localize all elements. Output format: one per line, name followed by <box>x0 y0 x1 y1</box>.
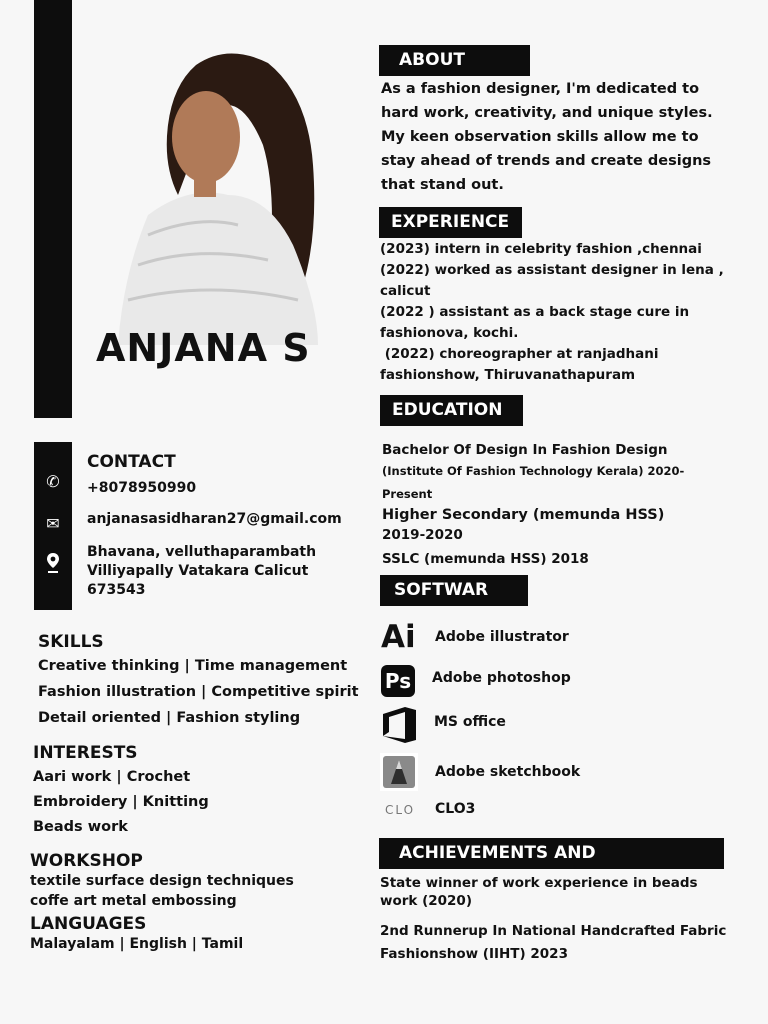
achievements-heading: ACHIEVEMENTS AND <box>379 838 724 869</box>
about-text <box>381 77 713 197</box>
skills-list <box>38 653 359 731</box>
software-label: Adobe photoshop <box>432 670 571 686</box>
experience-line: (2022) choreographer at ranjadhani <box>380 346 659 362</box>
profile-photo <box>118 45 336 345</box>
illustrator-icon: Ai <box>381 619 416 655</box>
software-label: CLO3 <box>435 801 476 817</box>
languages-text: Malayalam | English | Tamil <box>30 936 244 952</box>
phone-number[interactable]: +8078950990 <box>87 480 197 496</box>
about-line: hard work, creativity, and unique styles. <box>381 105 713 121</box>
left-accent-bar <box>34 0 72 418</box>
education-institute: (Institute Of Fashion Technology Kerala) 2020- <box>382 464 685 478</box>
phone-icon: ✆ <box>46 472 60 491</box>
experience-line: calicut <box>380 283 431 299</box>
about-heading: ABOUT <box>379 45 530 76</box>
experience-heading: EXPERIENCE <box>379 207 522 238</box>
experience-line: (2023) intern in celebrity fashion ,chennai <box>380 241 702 257</box>
software-label: Adobe illustrator <box>435 629 569 645</box>
achievements-list <box>380 874 726 966</box>
profile-name: ANJANA S <box>96 326 311 370</box>
experience-line: (2022) worked as assistant designer in lena , <box>380 262 724 278</box>
education-heading: EDUCATION <box>380 395 523 426</box>
workshop-line: coffe art metal embossing <box>30 893 237 909</box>
experience-line: fashionshow, Thiruvanathapuram <box>380 367 636 383</box>
about-line: As a fashion designer, I'm dedicated to <box>381 81 700 97</box>
software-label: MS office <box>434 714 506 730</box>
achievement-line: State winner of work experience in beads <box>380 875 698 891</box>
education-present: Present <box>382 487 433 501</box>
workshop-list <box>30 871 294 911</box>
education-degree: Bachelor Of Design In Fashion Design <box>382 442 668 458</box>
achievement-line: 2nd Runnerup In National Handcrafted Fabric <box>380 923 727 939</box>
skills-heading: SKILLS <box>38 632 104 652</box>
address-line: 673543 <box>87 582 146 598</box>
skills-line: Fashion illustration | Competitive spirit <box>38 684 359 700</box>
interests-line: Beads work <box>33 819 128 835</box>
education-hss: Higher Secondary (memunda HSS) <box>382 507 665 523</box>
software-heading: SOFTWAR <box>380 575 528 606</box>
achievement-line: Fashionshow (IIHT) 2023 <box>380 946 568 962</box>
workshop-heading: WORKSHOP <box>30 851 143 871</box>
skills-line: Creative thinking | Time management <box>38 658 348 674</box>
contact-heading: CONTACT <box>87 452 176 472</box>
workshop-line: textile surface design techniques <box>30 873 294 889</box>
about-line: My keen observation skills allow me to <box>381 129 699 145</box>
education-sslc: SSLC (memunda HSS) 2018 <box>382 551 589 567</box>
clo3-icon: CLO <box>385 803 416 817</box>
ms-office-icon <box>381 706 417 744</box>
about-line: stay ahead of trends and create designs <box>381 153 712 169</box>
software-label: Adobe sketchbook <box>435 764 581 780</box>
interests-line: Aari work | Crochet <box>33 769 191 785</box>
mail-icon: ✉ <box>46 514 60 533</box>
address-line: Bhavana, velluthaparambath <box>87 544 317 560</box>
languages-heading: LANGUAGES <box>30 914 147 934</box>
address-line: Villiyapally Vatakara Calicut <box>87 563 309 579</box>
sketchbook-icon <box>378 751 420 793</box>
education-hss-years: 2019-2020 <box>382 527 463 543</box>
about-line: that stand out. <box>381 177 504 193</box>
achievement-line: work (2020) <box>380 893 472 909</box>
experience-line: (2022 ) assistant as a back stage cure in <box>380 304 690 320</box>
interests-heading: INTERESTS <box>33 743 138 763</box>
email-address[interactable]: anjanasasidharan27@gmail.com <box>87 511 342 527</box>
location-pin-icon <box>46 552 60 574</box>
interests-list <box>33 765 209 840</box>
skills-line: Detail oriented | Fashion styling <box>38 710 301 726</box>
photoshop-icon: Ps <box>381 665 415 697</box>
address <box>87 543 316 600</box>
interests-line: Embroidery | Knitting <box>33 794 209 810</box>
experience-list <box>380 239 724 386</box>
experience-line: fashionova, kochi. <box>380 325 519 341</box>
contact-icon-bar <box>34 442 72 610</box>
